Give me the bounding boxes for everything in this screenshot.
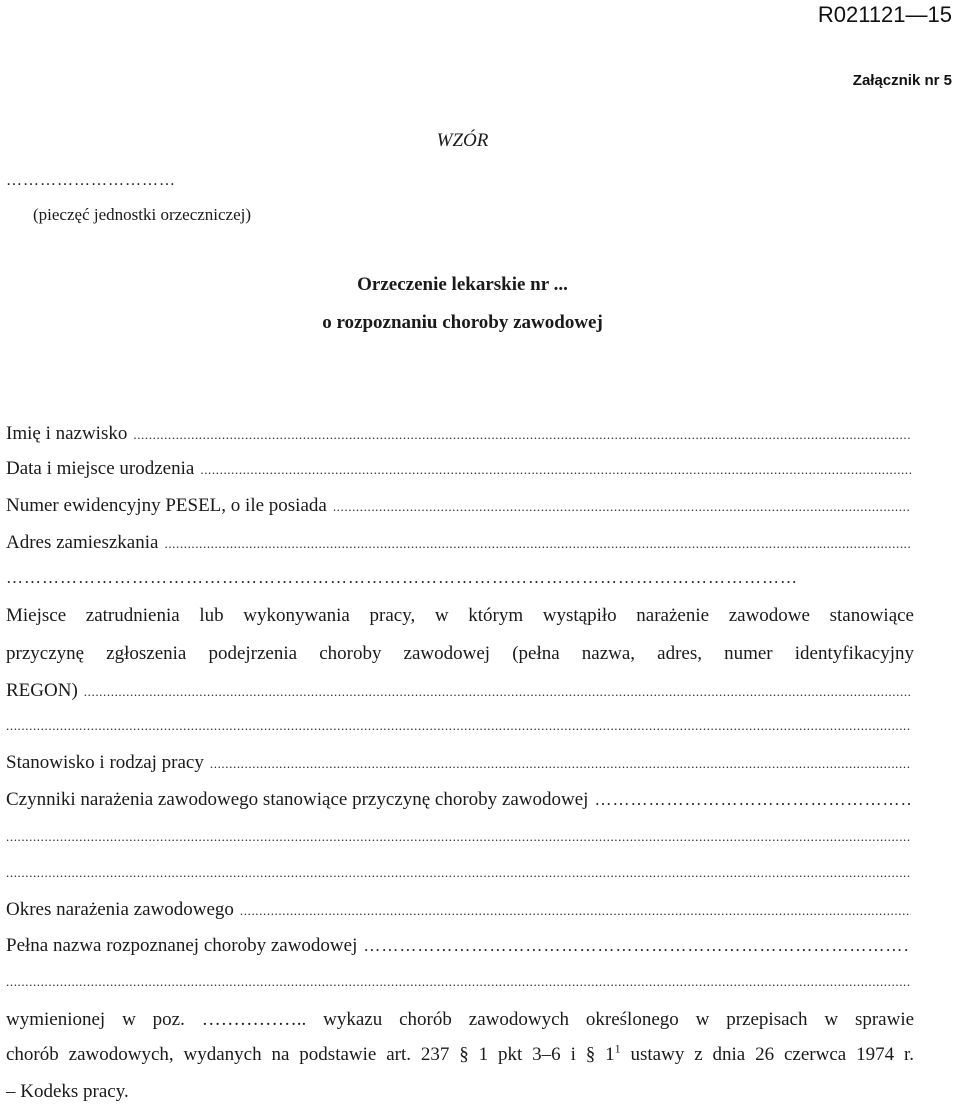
field-name-fill-line — [133, 423, 911, 447]
legal-basis-line2 — [6, 1043, 914, 1067]
legal-basis-line3: – Kodeks pracy. — [6, 1081, 129, 1102]
field-disease-fill-line — [363, 934, 911, 958]
address-continuation-fill-line — [6, 566, 911, 590]
factors-continuation-fill-line-2 — [6, 861, 911, 885]
field-disease-continuation — [6, 970, 911, 994]
field-workplace-continuation — [6, 714, 911, 738]
legal-basis-line1 — [6, 1008, 914, 1032]
attachment-label: Załącznik nr 5 — [852, 72, 952, 89]
workplace-continuation-fill-line — [6, 714, 911, 738]
field-address-label: Adres zamieszkania — [6, 532, 159, 553]
field-birth-label: Data i miejsce urodzenia — [6, 458, 195, 479]
certificate-subtitle: o rozpoznaniu choroby zawodowej — [322, 312, 603, 333]
field-workplace-fill-line — [84, 680, 911, 704]
field-position-label: Stanowisko i rodzaj pracy — [6, 752, 204, 773]
legal-position-placeholder: …………….. — [201, 1009, 307, 1030]
stamp-label: (pieczęć jednostki orzeczniczej) — [33, 205, 252, 224]
field-name-label: Imię i nazwisko — [6, 423, 128, 444]
field-period-label: Okres narażenia zawodowego — [6, 899, 234, 920]
field-birth — [6, 457, 911, 482]
field-position-fill-line — [210, 752, 911, 776]
field-position — [6, 751, 911, 776]
field-address-fill-line — [164, 532, 911, 556]
template-label: WZÓR — [436, 130, 489, 151]
field-factors-continuation-1 — [6, 825, 911, 849]
field-pesel-label: Numer ewidencyjny PESEL, o ile posiada — [6, 495, 327, 516]
legal-line1-part-a: wymienionej w poz. — [6, 1009, 185, 1030]
disease-continuation-fill-line — [6, 970, 911, 994]
field-name — [6, 422, 911, 447]
field-factors-continuation-2 — [6, 861, 911, 885]
field-pesel-fill-line — [333, 495, 911, 519]
document-code: R021121—15 — [817, 2, 952, 27]
field-pesel — [6, 494, 911, 519]
field-period-fill-line — [240, 899, 911, 923]
factors-continuation-fill-line-1 — [6, 825, 911, 849]
field-disease — [6, 934, 911, 958]
certificate-title: Orzeczenie lekarskie nr ... — [357, 274, 568, 295]
legal-superscript: 1 — [614, 1041, 621, 1056]
field-address — [6, 531, 911, 556]
legal-line2-part-a: chorób zawodowych, wydanych na podstawie art. 237 § 1 pkt 3–6 i § 1 — [6, 1044, 615, 1065]
field-factors-fill-line — [594, 788, 911, 812]
field-address-continuation — [6, 566, 911, 590]
legal-line1-part-c: wykazu chorób zawodowych określonego w przepisach w sprawie — [323, 1009, 915, 1030]
field-factors-label: Czynniki narażenia zawodowego stanowiące przyczynę choroby zawodowej — [6, 789, 589, 810]
field-period — [6, 898, 911, 923]
field-workplace-label-line1: Miejsce zatrudnienia lub wykonywania pracy, w którym wystąpiło narażenie zawodowe stanowiące — [6, 605, 914, 626]
legal-line2-part-b: ustawy z dnia 26 czerwca 1974 r. — [630, 1044, 914, 1065]
field-workplace-label-line2: przyczynę zgłoszenia podejrzenia choroby zawodowej (pełna nazwa, adres, numer identyfikacyjny — [6, 643, 914, 664]
field-factors — [6, 788, 911, 812]
field-workplace — [6, 679, 911, 704]
field-workplace-label-line3: REGON) — [6, 680, 78, 701]
stamp-placeholder: ………………………… — [6, 172, 176, 189]
field-birth-fill-line — [200, 458, 911, 482]
field-disease-label: Pełna nazwa rozpoznanej choroby zawodowej — [6, 935, 358, 956]
